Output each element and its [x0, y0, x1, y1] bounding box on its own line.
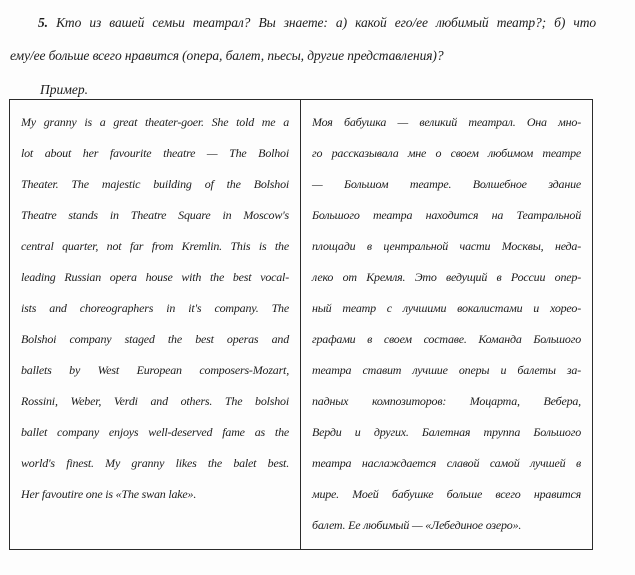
- text-line: балет. Ее любимый — «Лебединое озеро».: [312, 518, 522, 532]
- text-line: Большого театра находится на Театральной: [312, 208, 581, 222]
- text-line: падных композиторов: Моцарта, Вебера,: [312, 394, 581, 408]
- text-line: world's finest. My granny likes the balet best.: [21, 456, 289, 470]
- text-line: Her favoutire one is «The swan lake».: [21, 487, 197, 501]
- text-line: — Большом театре. Волшебное здание: [312, 177, 581, 191]
- translation-table: [9, 99, 593, 550]
- text-line: ballet company enjoys well-deserved fame as the: [21, 425, 289, 439]
- text-line: ists and choreographers in it's company. The: [21, 301, 289, 315]
- question-line-2: ему/ее больше всего нравится (опера, балет, пьесы, другие представления)?: [10, 48, 444, 63]
- text-line: Theatre stands in Theatre Square in Moscow's: [21, 208, 289, 222]
- question-line-1: [10, 6, 596, 39]
- example-label: Пример.: [40, 82, 88, 97]
- text-line: мире. Моей бабушке больше всего нравится: [312, 487, 581, 501]
- question-number: 5.: [38, 15, 48, 30]
- question-text: [10, 6, 596, 72]
- text-line: театра ставит лучшие оперы и балеты за-: [312, 363, 581, 377]
- text-line: My granny is a great theater-goer. She told me a: [21, 115, 289, 129]
- text-line: графами в своем составе. Команда Большого: [312, 332, 581, 346]
- text-line: Rossini, Weber, Verdi and others. The bolshoi: [21, 394, 289, 408]
- text-line: Theater. The majestic building of the Bolshoi: [21, 177, 289, 191]
- russian-column: [301, 100, 592, 549]
- text-line: lot about her favourite theatre — The Bolhoi: [21, 146, 289, 160]
- text-line: театра наслаждается славой самой лучшей в: [312, 456, 581, 470]
- text-line: леко от Кремля. Это ведущий в России опер-: [312, 270, 581, 284]
- text-line: площади в центральной части Москвы, неда-: [312, 239, 581, 253]
- text-line: ный театр с лучшими вокалистами и хорео-: [312, 301, 581, 315]
- text-line: Bolshoi company staged the best operas and: [21, 332, 289, 346]
- question-line-1-text: Кто из вашей семьи театрал? Вы знаете: а) какой его/ее любимый театр?; б) что: [56, 15, 597, 30]
- text-line: leading Russian opera house with the best vocal-: [21, 270, 289, 284]
- text-line: ballets by West European composers-Mozart,: [21, 363, 289, 377]
- english-column: [10, 100, 301, 549]
- text-line: Моя бабушка — великий театрал. Она мно-: [312, 115, 581, 129]
- text-line: Верди и других. Балетная труппа Большого: [312, 425, 581, 439]
- text-line: central quarter, not far from Kremlin. This is the: [21, 239, 289, 253]
- text-line: го рассказывала мне о своем любимом театре: [312, 146, 581, 160]
